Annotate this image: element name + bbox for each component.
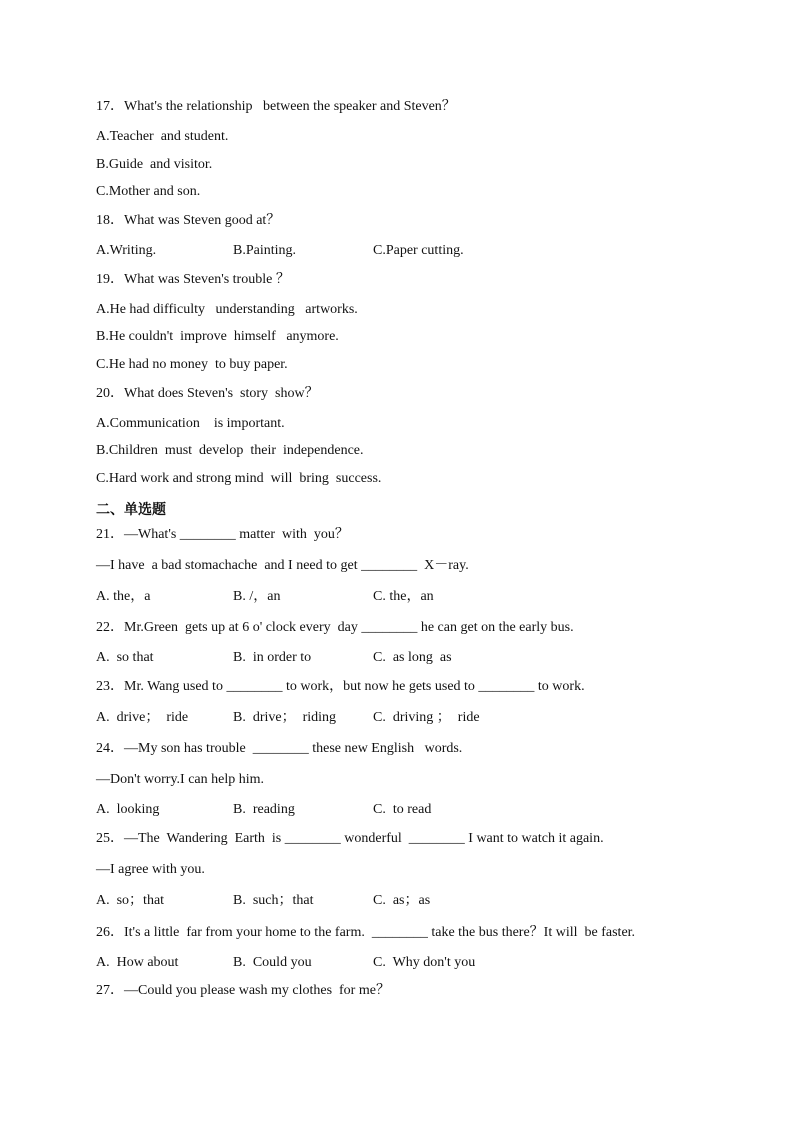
q25-stem-line2: —I agree with you. (96, 862, 205, 877)
q25-option-a: A. so；that (96, 893, 165, 908)
q25-option-c: C. as；as (373, 893, 431, 908)
q20-option-b: B.Children must develop their independence. (96, 443, 364, 458)
q23-stem: 23．Mr. Wang used to ________ to work，but now he gets used to ________ to work. (96, 679, 585, 694)
q20-option-a: A.Communication is important. (96, 416, 285, 431)
q25-option-b: B. such；that (233, 893, 314, 908)
q17-stem: 17．What's the relationship between the speaker and Steven？ (96, 99, 456, 114)
q18-option-c: C.Paper cutting. (373, 243, 464, 258)
q21-option-b: B. /，an (233, 589, 281, 604)
q24-option-c: C. to read (373, 802, 432, 817)
q22-stem: 22．Mr.Green gets up at 6 o' clock every day ________ he can get on the early bus. (96, 620, 574, 635)
q17-option-b: B.Guide and visitor. (96, 157, 213, 172)
q19-option-c: C.He had no money to buy paper. (96, 357, 288, 372)
q26-option-a: A. How about (96, 955, 179, 970)
q20-option-c: C.Hard work and strong mind will bring success. (96, 471, 382, 486)
q21-stem-line2: —I have a bad stomachache and I need to get ________ X－ray. (96, 558, 469, 573)
q22-option-c: C. as long as (373, 650, 452, 665)
q26-option-b: B. Could you (233, 955, 312, 970)
q24-stem-line1: 24．—My son has trouble ________ these new English words. (96, 741, 463, 756)
section-heading: 二、单选题 (96, 502, 166, 518)
q17-option-c: C.Mother and son. (96, 184, 201, 199)
q25-stem-line1: 25．—The Wandering Earth is ________ wonderful ________ I want to watch it again. (96, 831, 604, 846)
q21-option-c: C. the，an (373, 589, 434, 604)
q22-option-b: B. in order to (233, 650, 312, 665)
q26-stem: 26．It's a little far from your home to the farm. ________ take the bus there？It will be faster. (96, 925, 636, 940)
q23-option-b: B. drive； riding (233, 710, 337, 725)
q24-option-a: A. looking (96, 802, 160, 817)
q26-option-c: C. Why don't you (373, 955, 476, 970)
q19-option-b: B.He couldn't improve himself anymore. (96, 329, 339, 344)
q22-option-a: A. so that (96, 650, 154, 665)
q21-option-a: A. the，a (96, 589, 151, 604)
q18-stem: 18．What was Steven good at？ (96, 213, 281, 228)
q24-stem-line2: —Don't worry.I can help him. (96, 772, 265, 787)
q18-option-a: A.Writing. (96, 243, 157, 258)
q21-stem-line1: 21．—What's ________ matter with you？ (96, 527, 349, 542)
q23-option-c: C. driving ； ride (373, 710, 480, 725)
q19-option-a: A.He had difficulty understanding artworks. (96, 302, 358, 317)
q19-stem: 19．What was Steven's trouble ？ (96, 272, 290, 287)
q17-option-a: A.Teacher and student. (96, 129, 229, 144)
q20-stem: 20．What does Steven's story show？ (96, 386, 319, 401)
q23-option-a: A. drive； ride (96, 710, 189, 725)
q27-stem: 27．—Could you please wash my clothes for me？ (96, 983, 390, 998)
q24-option-b: B. reading (233, 802, 295, 817)
q18-option-b: B.Painting. (233, 243, 297, 258)
